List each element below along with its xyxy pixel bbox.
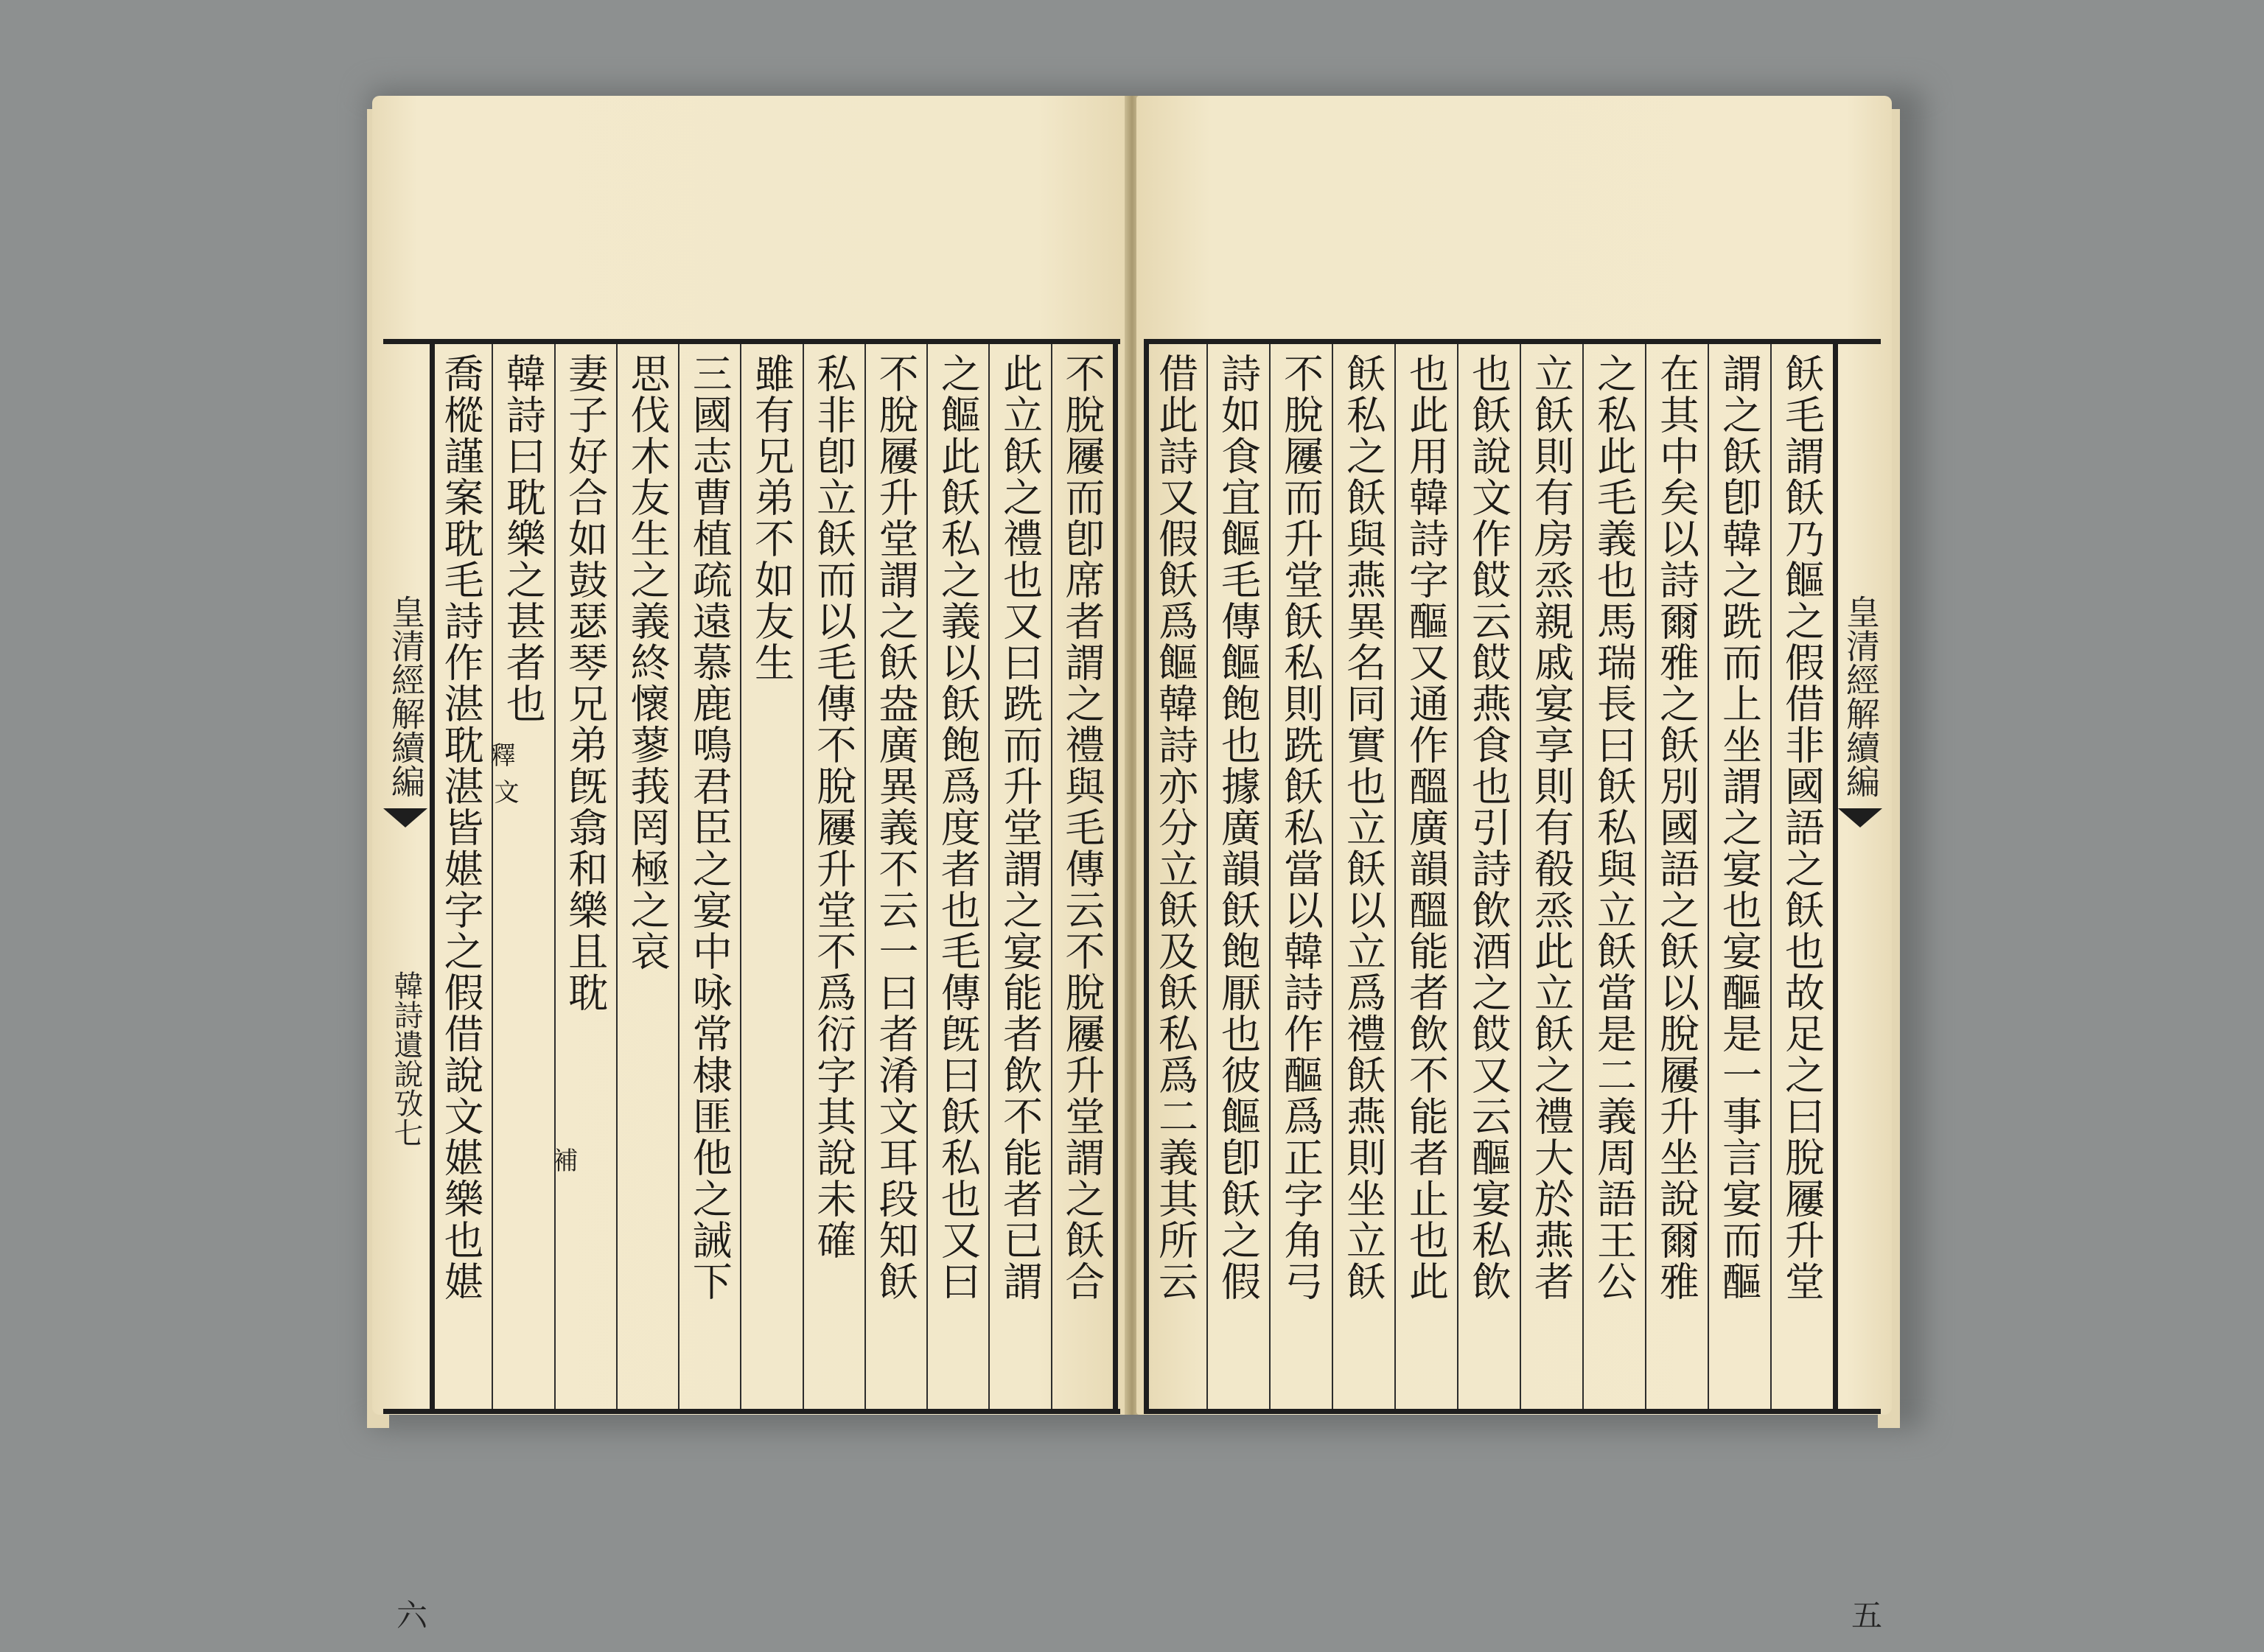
- right-frame-outer-rule: [1144, 344, 1149, 1409]
- left-page: [372, 96, 1128, 1630]
- right-margin-title: 皇清經解續編: [1841, 595, 1881, 798]
- left-margin-strip: [383, 587, 427, 1652]
- left-margin-title: 皇清經解續編: [386, 595, 426, 798]
- annotation-wen: 文: [489, 779, 519, 805]
- column-rule: [988, 344, 990, 1409]
- column-rule: [1708, 344, 1709, 1409]
- annotation-shi: 釋: [486, 742, 515, 769]
- left-margin-subtitle: 韓詩遺說攷七: [389, 970, 423, 1147]
- text-column: 之私此毛義也馬瑞長曰飫私與立飫當是二義周語王公: [1590, 353, 1638, 1302]
- column-rule: [864, 344, 866, 1409]
- text-column: 謂之飫卽韓之跣而上坐謂之宴也宴醧是一事言宴而醧: [1716, 353, 1763, 1302]
- column-rule: [554, 344, 556, 1409]
- text-column: 在其中矣以詩爾雅之飫別國語之飫以脫屨升坐說爾雅: [1653, 353, 1700, 1302]
- column-rule: [926, 344, 928, 1409]
- column-rule: [678, 344, 679, 1409]
- text-column: 三國志曹植疏遠慕鹿鳴君臣之宴中咏常棣匪他之誡下: [686, 353, 733, 1302]
- column-rule: [1394, 344, 1396, 1409]
- text-column: 韓詩曰耽樂之甚者也: [500, 353, 547, 724]
- text-column: 私非卽立飫而以毛傳不脫屨升堂不爲衍字其說未確: [810, 353, 857, 1261]
- column-rule: [1206, 344, 1208, 1409]
- column-rule: [1051, 344, 1052, 1409]
- column-rule: [616, 344, 618, 1409]
- column-rule: [1457, 344, 1458, 1409]
- column-rule: [492, 344, 493, 1409]
- right-page: [1136, 96, 1892, 1630]
- text-column: 思伐木友生之義終懷蓼莪罔極之哀: [623, 353, 671, 972]
- column-rule: [1332, 344, 1333, 1409]
- text-column: 飫私之飫與燕異名同實也立飫以立爲禮飫燕則坐立飫: [1340, 353, 1387, 1302]
- column-rule: [1645, 344, 1646, 1409]
- text-column: 飫毛謂飫乃饇之假借非國語之飫也故足之曰脫屨升堂: [1778, 353, 1825, 1302]
- right-margin-rule: [1833, 344, 1838, 1409]
- left-text-frame: [383, 339, 1120, 1630]
- column-rule: [1520, 344, 1521, 1409]
- text-column: 不脫屨而卽席者謂之禮與毛傳云不脫屨升堂謂之飫合: [1058, 353, 1105, 1302]
- right-page-number: 五: [1847, 1599, 1883, 1630]
- fish-tail-mark: [1838, 808, 1882, 827]
- text-column: 之饇此飫私之義以飫飽爲度者也毛傳旣曰飫私也又曰: [934, 353, 982, 1302]
- left-frame-outer-rule: [1113, 344, 1118, 1409]
- left-margin-rule: [430, 344, 435, 1409]
- text-column: 也飫說文作餀云餀燕食也引詩飲酒之餀又云醧宴私飲: [1465, 353, 1512, 1302]
- text-column: 不脫屨而升堂飫私則跣飫私當以韓詩作醧爲正字角弓: [1277, 353, 1324, 1302]
- annotation-bu: 補: [548, 1147, 578, 1174]
- text-column: 詩如食宜饇毛傳饇飽也據廣韻飫飽厭也彼饇卽飫之假: [1215, 353, 1262, 1302]
- text-column: 雖有兄弟不如友生: [748, 353, 795, 683]
- column-rule: [1582, 344, 1584, 1409]
- text-column: 不脫屨升堂謂之飫盎廣異義不云一曰者淆文耳段知飫: [873, 353, 920, 1302]
- fish-tail-mark: [383, 808, 427, 827]
- column-rule: [803, 344, 804, 1409]
- text-column: 借此詩又假飫爲饇韓詩亦分立飫及飫私爲二義其所云: [1152, 353, 1199, 1302]
- column-rule: [740, 344, 741, 1409]
- column-rule: [1269, 344, 1271, 1409]
- column-rule: [1770, 344, 1772, 1409]
- right-margin-strip: [1838, 587, 1882, 1652]
- text-column: 喬樅謹案耽毛詩作湛耽湛皆媅字之假借說文媅樂也媅: [438, 353, 485, 1302]
- text-column: 妻子好合如鼓瑟琴兄弟旣翕和樂且耽: [562, 353, 609, 1013]
- text-column: 立飫則有房烝親戚宴享則有殽烝此立飫之禮大於燕者: [1528, 353, 1575, 1302]
- text-column: 也此用韓詩字醧又通作醞廣韻醞能者飲不能者止也此: [1402, 353, 1450, 1302]
- text-column: 此立飫之禮也又曰跣而升堂謂之宴能者飲不能者已謂: [996, 353, 1044, 1302]
- left-page-number: 六: [392, 1599, 428, 1630]
- right-text-frame: [1144, 339, 1883, 1630]
